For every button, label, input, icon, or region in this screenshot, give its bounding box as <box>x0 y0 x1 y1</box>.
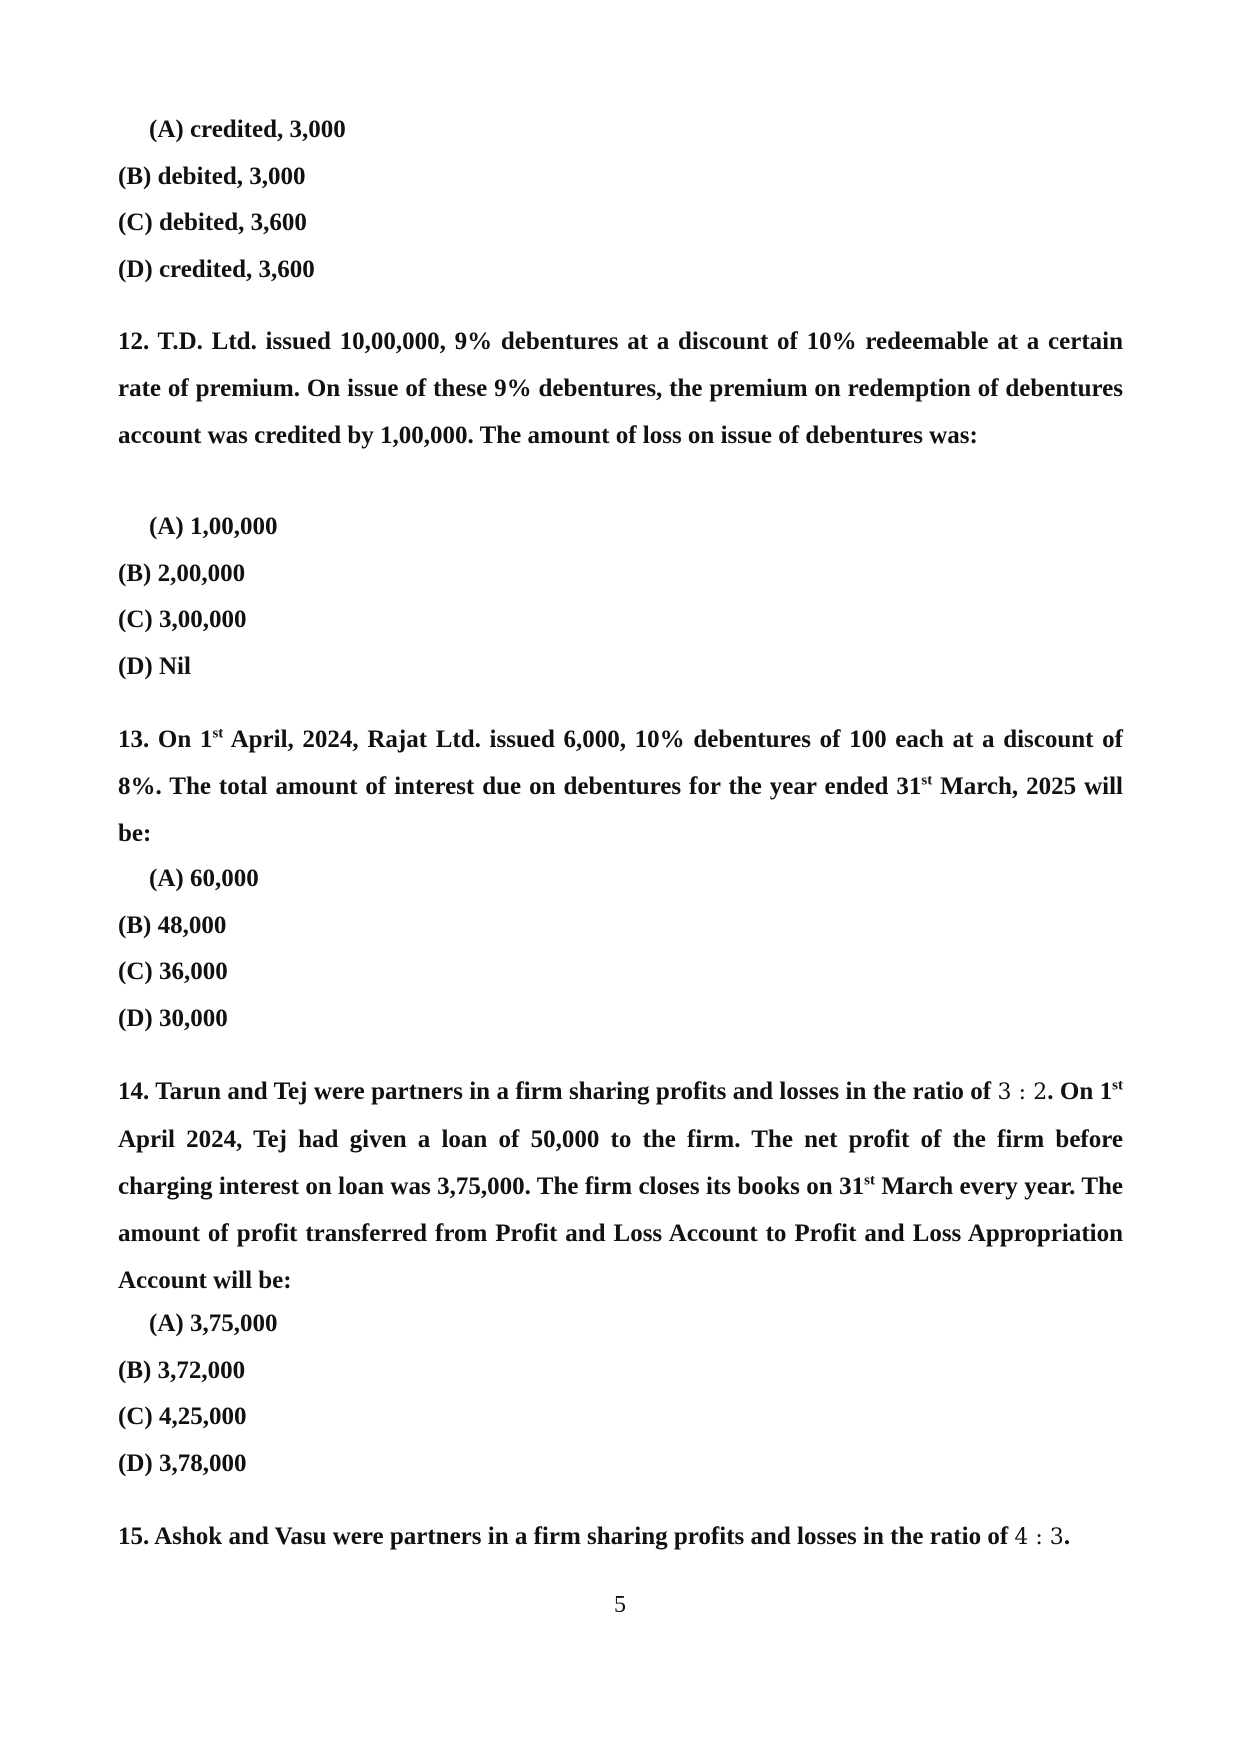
q13-option-d: (D) 30,000 <box>118 1005 228 1032</box>
question-12-text: 12. T.D. Ltd. issued 10,00,000, 9% debentures at a discount of 10% redeemable at a certain rate of premium. On issue of these 9% debentures, the premium on redemption of debentures account was credited by 1,00,000. The amount of loss on issue of debentures was: <box>118 328 1123 449</box>
q12-option-d: (D) Nil <box>118 653 191 680</box>
q12-option-a: (A) 1,00,000 <box>149 513 278 540</box>
page-number: 5 <box>614 1592 626 1618</box>
q12-option-c: (C) 3,00,000 <box>118 606 247 633</box>
q12-option-b: (B) 2,00,000 <box>118 560 246 587</box>
q14-option-c: (C) 4,25,000 <box>118 1403 247 1430</box>
q14-option-d: (D) 3,78,000 <box>118 1450 247 1477</box>
q11-option-c: (C) debited, 3,600 <box>118 209 307 236</box>
q13-option-a: (A) 60,000 <box>149 865 259 892</box>
q11-option-d: (D) credited, 3,600 <box>118 256 315 283</box>
q11-option-a: (A) credited, 3,000 <box>149 116 346 143</box>
q13-option-b: (B) 48,000 <box>118 912 227 939</box>
q14-option-b: (B) 3,72,000 <box>118 1357 246 1384</box>
q13-option-c: (C) 36,000 <box>118 958 228 985</box>
q11-option-b: (B) debited, 3,000 <box>118 163 306 190</box>
question-13-text: 13. On 1st April, 2024, Rajat Ltd. issued 6,000, 10% debentures of 100 each at a discount of 8%. The total amount of interest due on debentures for the year ended 31st March, 2025 will be: <box>118 725 1123 847</box>
question-14-text: 14. Tarun and Tej were partners in a firm sharing profits and losses in the ratio of 3 : 2. On 1st April 2024, Tej had given a loan of 50,000 to the firm. The net profit of the firm before charging interest on loan was 3,75,000. The firm closes its books on 31st March every year. The amount of profit transferred from Profit and Loss Account to Profit and Loss Appropriation Account will be: <box>118 1077 1123 1294</box>
question-15-text: 15. Ashok and Vasu were partners in a firm sharing profits and losses in the ratio of 4 : 3. <box>118 1523 1071 1550</box>
q14-option-a: (A) 3,75,000 <box>149 1310 278 1337</box>
